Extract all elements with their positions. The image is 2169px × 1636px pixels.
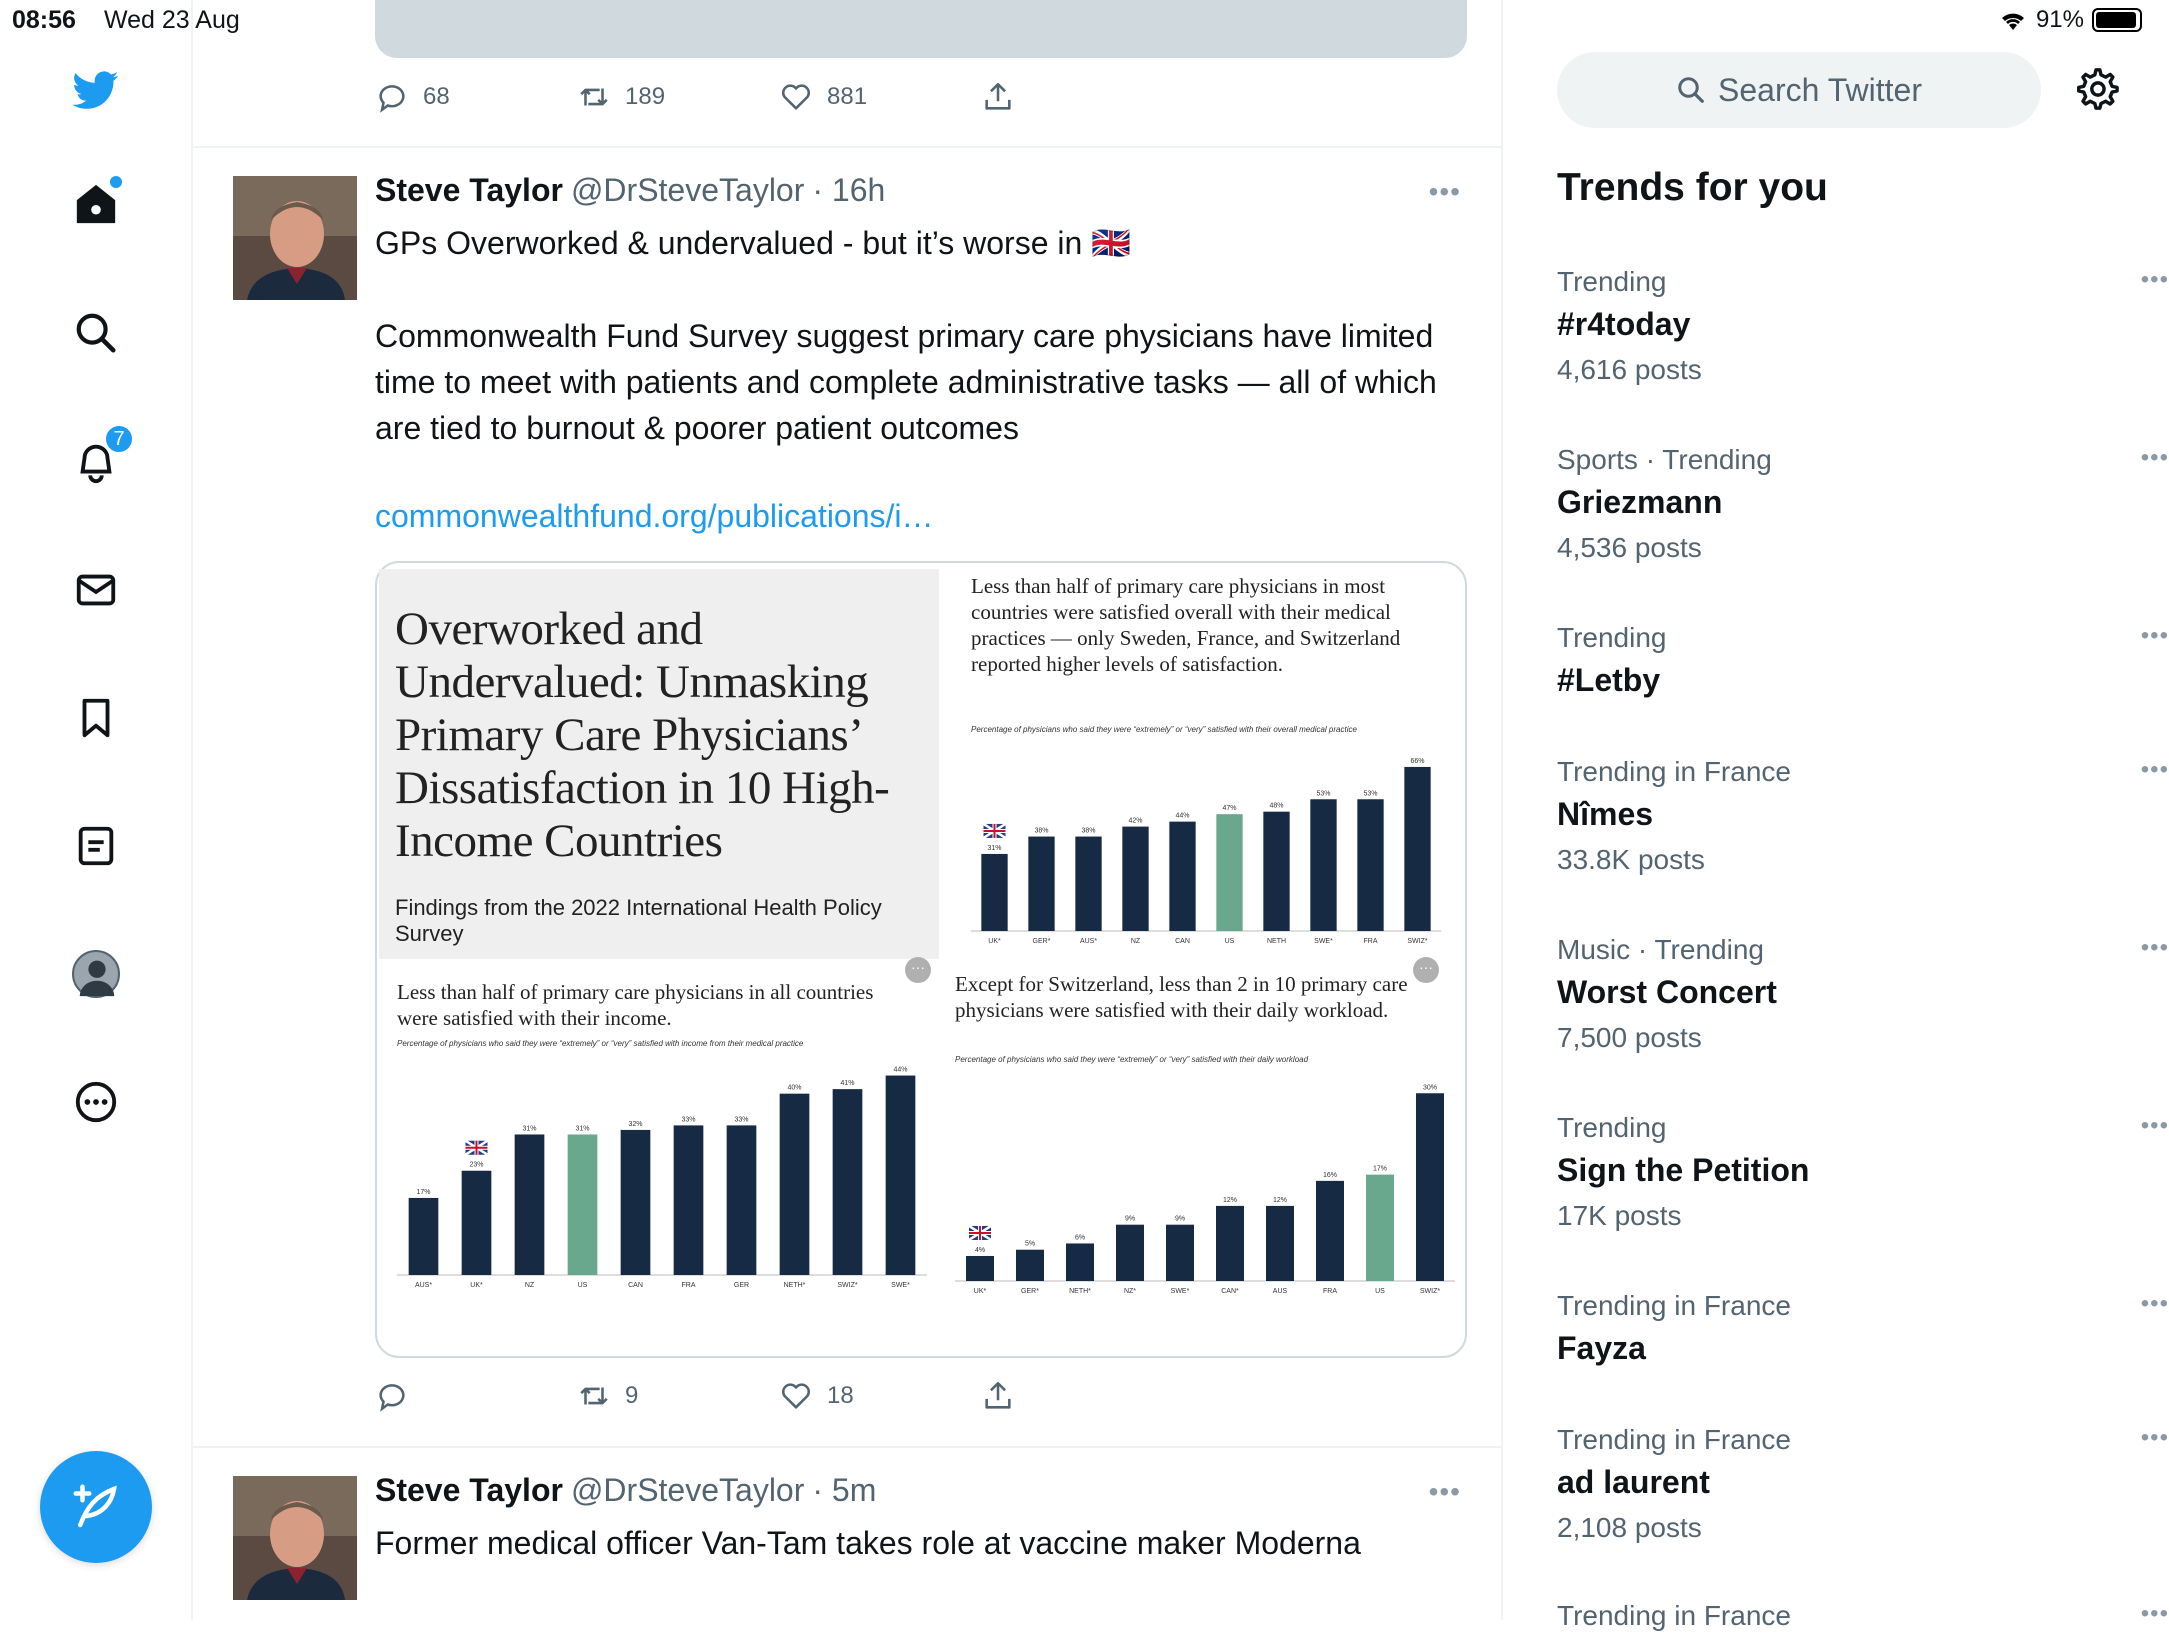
chart-workload-satisfaction[interactable] [941, 957, 1467, 1360]
trend-item[interactable] [1557, 1420, 2169, 1552]
trend-context: Music · Trending [1557, 934, 1764, 965]
reply-count: 68 [423, 83, 450, 110]
bar-value-label: 6% [1074, 1234, 1086, 1242]
bar-value-label: 41% [840, 1080, 855, 1088]
like-button[interactable] [779, 80, 981, 114]
author-handle[interactable]: @DrSteveTaylor [570, 172, 805, 208]
category-tick-label: SWE* [1170, 1288, 1190, 1295]
category-tick-label: NETH [1266, 938, 1287, 945]
trend-posts: 7,500 posts [1557, 1022, 1702, 1053]
trend-posts: 33.8K posts [1557, 844, 1705, 875]
category-tick-label: NZ [524, 1282, 535, 1289]
retweet-icon [577, 1379, 611, 1413]
bar-value-label: 17% [416, 1188, 431, 1196]
bar-chart-svg [971, 743, 1441, 953]
trend-context: Trending [1557, 266, 1667, 297]
previous-tweet-actions [375, 75, 1183, 119]
retweet-count: 189 [625, 83, 666, 110]
retweet-icon [577, 80, 611, 114]
tweet-avatar[interactable] [233, 1476, 357, 1600]
trend-name: Worst Concert [1557, 974, 1777, 1010]
bar-value-label: 47% [1222, 805, 1237, 813]
trend-name: ad laurent [1557, 1464, 1710, 1500]
chart-subtitle: Percentage of physicians who said they were “extremely” or “very” satisfied with their overall medical practice [971, 725, 1357, 734]
explore-search-icon[interactable] [66, 303, 126, 363]
chart-bar [621, 1130, 651, 1275]
home-icon[interactable] [66, 174, 126, 234]
category-tick-label: NZ* [1123, 1288, 1137, 1295]
trends-heading: Trends for you [1557, 166, 1828, 209]
bar-value-label: 33% [681, 1116, 696, 1124]
bar-value-label: 30% [1422, 1084, 1438, 1092]
search-twitter-input[interactable] [1557, 52, 2041, 128]
right-sidebar [1503, 0, 2169, 1631]
author-handle[interactable]: @DrSteveTaylor [570, 1472, 805, 1508]
notifications-badge: 7 [104, 424, 134, 454]
bar-value-label: 44% [1175, 812, 1190, 820]
bar-value-label: 66% [1410, 757, 1425, 765]
author-name[interactable]: Steve Taylor [375, 1472, 563, 1508]
chart-title: Except for Switzerland, less than 2 in 10 primary care physicians were satisfied with their daily workload. [955, 972, 1408, 1022]
category-tick-label: GER* [1021, 1288, 1039, 1295]
trend-more-icon[interactable]: ••• [2140, 934, 2169, 961]
share-icon [981, 1379, 1015, 1413]
category-tick-label: SWE* [1314, 938, 1333, 945]
trend-more-icon[interactable]: ••• [2140, 1112, 2169, 1139]
chart-bar [981, 854, 1007, 931]
trend-item[interactable] [1557, 1286, 2169, 1370]
bar-value-label: 12% [1272, 1196, 1288, 1204]
image-more-icon[interactable]: ··· [905, 957, 931, 983]
trend-name: Fayza [1557, 1330, 1646, 1366]
trend-posts: 4,536 posts [1557, 532, 1702, 563]
reply-button[interactable] [375, 80, 577, 114]
tweet-time[interactable]: · 16h [812, 172, 886, 208]
chart-bar [1028, 837, 1054, 931]
trend-more-icon[interactable]: ••• [2140, 444, 2169, 471]
bar-value-label: 23% [469, 1161, 484, 1169]
like-button[interactable] [779, 1379, 981, 1413]
like-count: 881 [827, 83, 868, 110]
search-icon [1676, 75, 1706, 105]
trend-item[interactable] [1557, 752, 2169, 884]
category-tick-label: AUS [1272, 1288, 1288, 1295]
bar-value-label: 17% [1372, 1165, 1388, 1173]
category-tick-label: FRA [681, 1282, 696, 1289]
bar-value-label: 9% [1124, 1215, 1136, 1223]
trend-more-icon[interactable]: ••• [2140, 1290, 2169, 1317]
category-tick-label: CAN [628, 1282, 643, 1289]
bar-value-label: 9% [1174, 1215, 1186, 1223]
bar-value-label: 38% [1081, 827, 1096, 835]
chart-subtitle: Percentage of physicians who said they were “extremely” or “very” satisfied with their daily workload [955, 1055, 1309, 1064]
category-tick-label: CAN* [1221, 1288, 1239, 1295]
category-tick-label: CAN [1175, 938, 1190, 945]
status-time: 08:56 [12, 6, 76, 34]
trend-context: Sports · Trending [1557, 444, 1772, 475]
bar-value-label: 48% [1269, 802, 1284, 810]
trend-context: Trending in France [1557, 756, 1791, 787]
reply-button[interactable] [375, 1379, 577, 1413]
share-button[interactable] [981, 80, 1183, 114]
category-tick-label: US [1224, 938, 1235, 945]
chart-bar [1263, 812, 1289, 931]
tweet-header [375, 1472, 876, 1509]
retweet-button[interactable] [577, 1379, 779, 1413]
trend-context: Trending in France [1557, 1424, 1791, 1455]
bar-value-label: 32% [628, 1120, 643, 1128]
trend-posts: 17K posts [1557, 1200, 1682, 1231]
trend-name: #r4today [1557, 306, 1691, 342]
share-icon [981, 80, 1015, 114]
chart-bar [1310, 799, 1336, 931]
bar-value-label: 5% [1024, 1240, 1036, 1248]
bar-value-label: 4% [974, 1246, 986, 1254]
bar-value-label: 53% [1363, 790, 1378, 798]
bar-value-label: 33% [734, 1116, 749, 1124]
status-date: Wed 23 Aug [104, 6, 240, 34]
chart-bar [1366, 1175, 1394, 1281]
reply-icon [375, 1379, 409, 1413]
chart-bar [1166, 1225, 1194, 1281]
category-tick-label: UK* [973, 1288, 987, 1295]
retweet-button[interactable] [577, 80, 779, 114]
category-tick-label: US [1375, 1288, 1385, 1295]
category-tick-label: NZ [1130, 938, 1141, 945]
tweet-divider [193, 1446, 1503, 1448]
profile-avatar-icon[interactable] [66, 944, 126, 1004]
chart-bar [462, 1171, 492, 1275]
notifications-bell-icon[interactable] [66, 427, 126, 492]
trend-item[interactable] [1557, 440, 2169, 572]
bookmarks-icon[interactable] [66, 688, 126, 748]
trend-more-icon[interactable]: ••• [2140, 1600, 2169, 1627]
tweet-text-line1: GPs Overworked & undervalued - but it’s worse in 🇬🇧 [375, 225, 1132, 261]
trend-context: Trending in France [1557, 1290, 1791, 1321]
category-tick-label: US [577, 1282, 588, 1289]
chart-bar [886, 1076, 916, 1275]
chart-bar [1116, 1225, 1144, 1281]
timeline-feed[interactable] [193, 0, 1503, 1620]
twitter-logo-icon[interactable] [66, 60, 126, 120]
chart-bar [568, 1134, 598, 1275]
category-tick-label: FRA [1363, 938, 1378, 945]
chart-bar [1316, 1181, 1344, 1281]
trend-item[interactable] [1557, 1596, 2169, 1636]
trend-item[interactable] [1557, 618, 2169, 702]
trend-name: Griezmann [1557, 484, 1723, 520]
chart-bar [1075, 837, 1101, 931]
chart-bar [1216, 1206, 1244, 1281]
trend-item[interactable] [1557, 262, 2169, 394]
trend-context: Trending [1557, 1112, 1667, 1143]
tweet-more-icon[interactable]: ••• [1428, 1476, 1461, 1507]
tweet-header [375, 172, 885, 209]
chart-bar [727, 1125, 757, 1275]
trend-item[interactable] [1557, 1108, 2169, 1240]
chart-bar [833, 1089, 863, 1275]
like-count: 18 [827, 1382, 854, 1409]
trend-posts: 2,108 posts [1557, 1512, 1702, 1543]
category-tick-label: SWE* [891, 1282, 910, 1289]
chart-bar [1404, 767, 1430, 931]
category-tick-label: AUS* [1079, 938, 1098, 945]
tweet-more-icon[interactable]: ••• [1428, 176, 1461, 207]
chart-bar [674, 1125, 704, 1275]
bar-value-label: 12% [1222, 1196, 1238, 1204]
battery-percent: 91% [2035, 6, 2084, 33]
trend-name: Sign the Petition [1557, 1152, 1810, 1188]
category-tick-label: NETH* [1069, 1288, 1091, 1295]
messages-envelope-icon[interactable] [66, 560, 126, 620]
chart-bar [1066, 1243, 1094, 1281]
tweet-divider [193, 146, 1503, 148]
trend-context: Trending in France [1557, 1600, 1791, 1631]
category-tick-label: GER* [1032, 938, 1051, 945]
bar-value-label: 42% [1128, 817, 1143, 825]
chart-bar [1169, 822, 1195, 931]
bar-chart-svg [955, 1073, 1455, 1303]
home-unread-dot [110, 176, 122, 188]
chart-subtitle: Percentage of physicians who said they were “extremely” or “very” satisfied with income from their medical practice [397, 1039, 804, 1048]
category-tick-label: GER [733, 1282, 750, 1289]
tweet-text-body: Commonwealth Fund Survey suggest primary care physicians have limited time to meet with patients and complete administrative tasks — all of which are tied to burnout & poorer patient outcomes [375, 318, 1437, 446]
category-tick-label: SWIZ* [1407, 938, 1428, 945]
author-name[interactable]: Steve Taylor [375, 172, 563, 208]
trend-item[interactable] [1557, 930, 2169, 1062]
category-tick-label: FRA [1323, 1288, 1337, 1295]
bar-value-label: 16% [1322, 1171, 1338, 1179]
trend-context: Trending [1557, 622, 1667, 653]
heart-icon [779, 1379, 813, 1413]
trend-more-icon[interactable]: ••• [2140, 756, 2169, 783]
chart-bar [1216, 814, 1242, 931]
chart-income-satisfaction[interactable] [377, 957, 939, 1360]
category-tick-label: NETH* [783, 1282, 806, 1289]
tweet-link[interactable]: commonwealthfund.org/publications/i… [375, 498, 934, 534]
chart-bar [1357, 799, 1383, 931]
category-tick-label: SWIZ* [837, 1282, 858, 1289]
chart-overall-satisfaction[interactable] [941, 563, 1467, 957]
lists-icon[interactable] [66, 816, 126, 876]
settings-gear-icon[interactable] [2073, 66, 2119, 112]
bar-value-label: 53% [1316, 790, 1331, 798]
chart-bar [1016, 1250, 1044, 1281]
category-tick-label: AUS* [414, 1282, 433, 1289]
chart-bar [966, 1256, 994, 1281]
chart-title: Less than half of primary care physicians in most countries were satisfied overall with their medical practices — only Sweden, France, and Switzerland reported higher levels of satisfaction. [971, 574, 1401, 676]
chart-bar [409, 1198, 439, 1275]
previous-tweet-media[interactable] [375, 0, 1467, 58]
compose-tweet-button[interactable] [40, 1451, 152, 1563]
report-title: Overworked and Undervalued: Unmasking Primary Care Physicians’ Dissatisfaction in 10 High-Income Countries [395, 603, 890, 867]
tweet-media-grid[interactable] [375, 561, 1467, 1358]
image-more-icon[interactable]: ··· [1413, 957, 1439, 983]
bar-value-label: 40% [787, 1084, 802, 1092]
bar-value-label: 31% [987, 844, 1002, 852]
trend-more-icon[interactable]: ••• [2140, 266, 2169, 293]
tweet-avatar[interactable] [233, 176, 357, 300]
search-placeholder: Search Twitter [1718, 71, 1922, 108]
share-button[interactable] [981, 1379, 1183, 1413]
bar-value-label: 44% [893, 1066, 908, 1074]
chart-bar [1416, 1093, 1444, 1281]
trend-more-icon[interactable]: ••• [2140, 622, 2169, 649]
trend-name: Nîmes [1557, 796, 1654, 832]
trend-more-icon[interactable]: ••• [2140, 1424, 2169, 1451]
chart-bar [515, 1134, 545, 1275]
category-tick-label: SWIZ* [1419, 1288, 1441, 1295]
bar-value-label: 38% [1034, 827, 1049, 835]
chart-bar [1122, 827, 1148, 931]
reply-icon [375, 80, 409, 114]
compose-feather-icon [69, 1480, 123, 1534]
chart-title: Less than half of primary care physicians in all countries were satisfied with their income. [397, 980, 874, 1030]
tweet-actions [375, 1374, 1183, 1418]
bar-value-label: 31% [575, 1125, 590, 1133]
retweet-count: 9 [625, 1382, 639, 1409]
chart-bar [780, 1094, 810, 1275]
bar-value-label: 31% [522, 1125, 537, 1133]
category-tick-label: UK* [988, 938, 1001, 945]
left-nav [0, 0, 193, 1620]
tweet-text: Former medical officer Van-Tam takes role at vaccine maker Moderna [375, 1525, 1361, 1561]
report-subtitle: Findings from the 2022 International Health Policy Survey [395, 895, 882, 946]
category-tick-label: UK* [470, 1282, 483, 1289]
media-title-panel[interactable] [379, 569, 939, 959]
trend-name: #Letby [1557, 662, 1661, 698]
trend-posts: 4,616 posts [1557, 354, 1702, 385]
more-options-icon[interactable] [66, 1072, 126, 1132]
heart-icon [779, 80, 813, 114]
chart-bar [1266, 1206, 1294, 1281]
tweet-time[interactable]: · 5m [812, 1472, 877, 1508]
bar-chart-svg [397, 1057, 927, 1297]
